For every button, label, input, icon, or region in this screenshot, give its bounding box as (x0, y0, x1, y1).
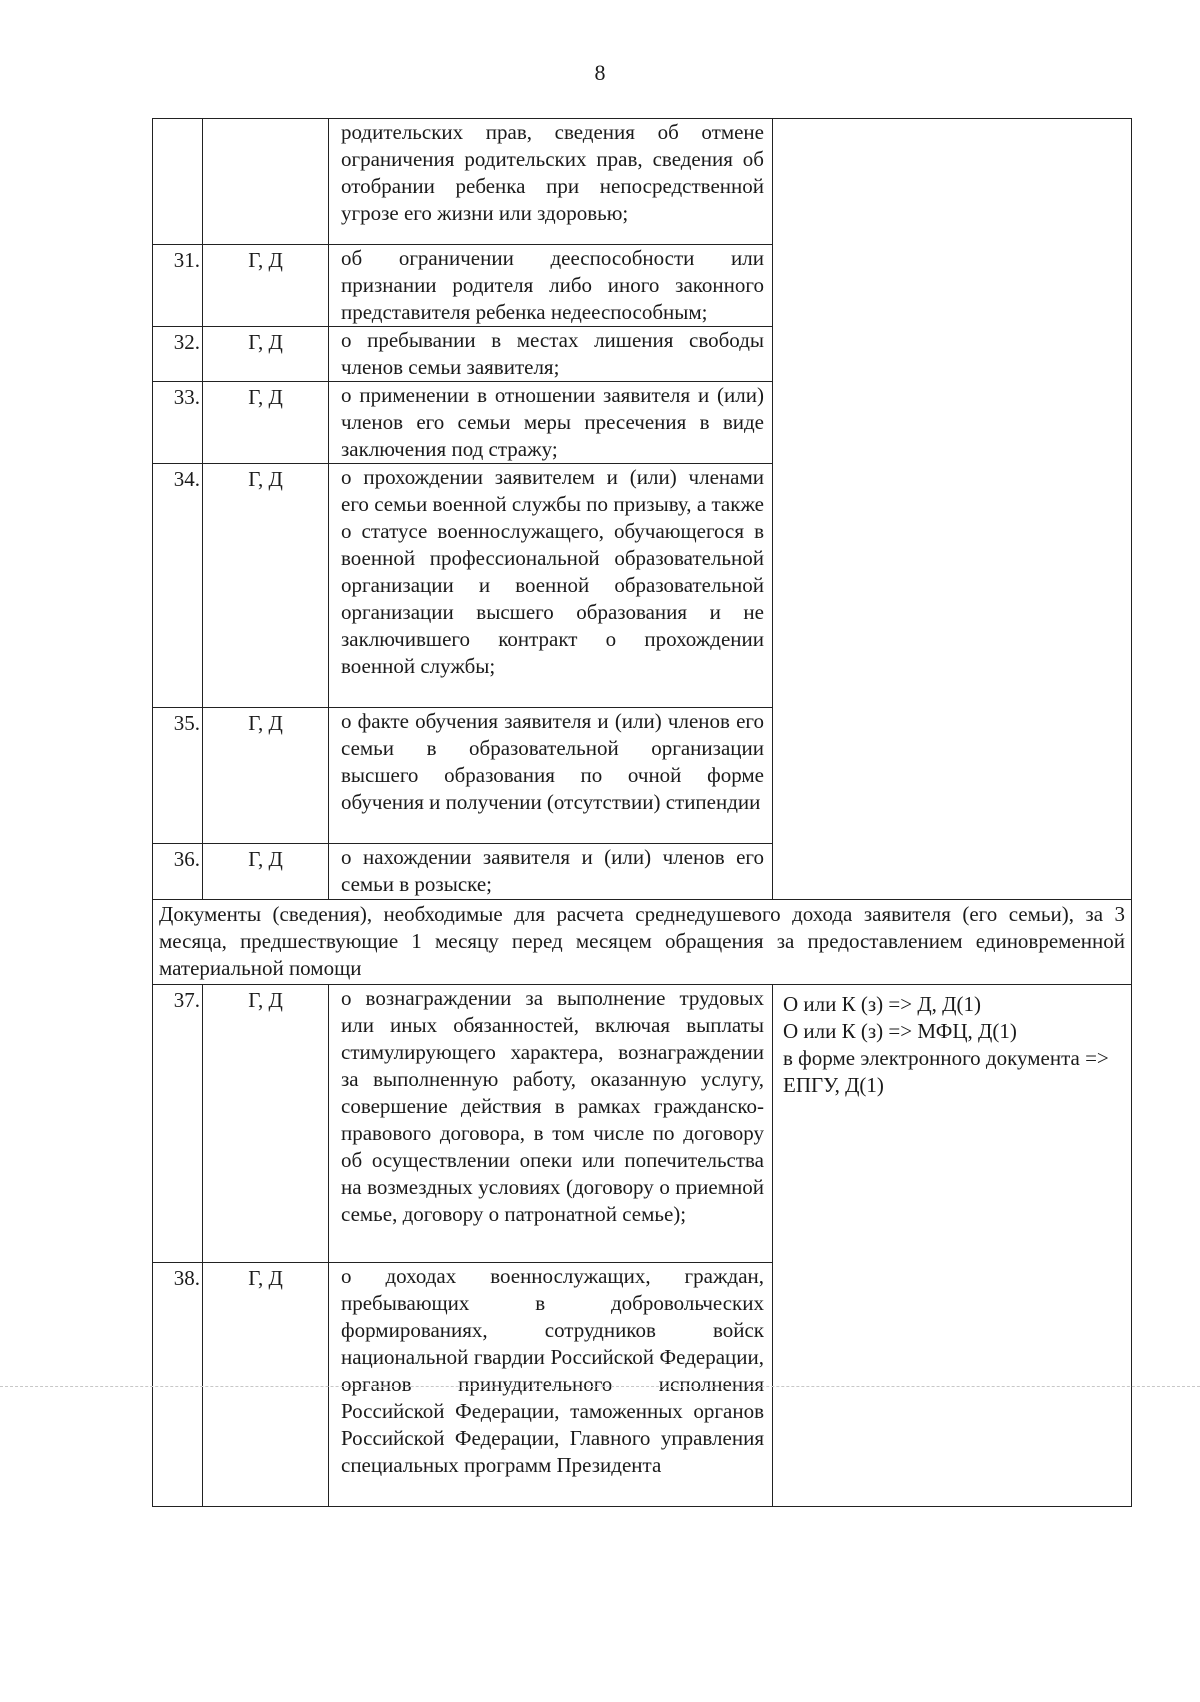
section-header: Документы (сведения), необходимые для расчета среднедушевого дохода заявителя (его семьи), за 3 месяца, предшествующие 1 месяцу перед месяцем обращения за предоставлением единовременной материальной помощи (153, 900, 1132, 985)
row-code: Г, Д (203, 382, 329, 464)
row-code: Г, Д (203, 1263, 329, 1507)
row-code: Г, Д (203, 844, 329, 900)
row-description: о вознаграждении за выполнение трудовых или иных обязанностей, включая выплаты стимулирующего характера, вознаграждении за выполненную работу, оказанную услугу, совершение действия в рамках гражданско-правового договора, в том числе по договору об осуществлении опеки или попечительства на возмездных условиях (договору о приемной семье, договору о патронатной семье); (329, 985, 773, 1263)
table-row (153, 119, 1132, 245)
submission-note-line: в форме электронного документа => ЕПГУ, Д(1) (783, 1046, 1109, 1097)
row-code: Г, Д (203, 985, 329, 1263)
row-description: о прохождении заявителем и (или) членами его семьи военной службы по призыву, а также о статусе военнослужащего, обучающегося в военной профессиональной образовательной организации и военной образовательной организации высшего образования и не заключившего контракт о прохождении военной службы; (329, 464, 773, 708)
row-code: Г, Д (203, 245, 329, 327)
documents-table (152, 118, 1132, 1507)
row-description: о применении в отношении заявителя и (или) членов его семьи меры пресечения в виде заключения под стражу; (329, 382, 773, 464)
row-description: о нахождении заявителя и (или) членов его семьи в розыске; (329, 844, 773, 900)
row-code: Г, Д (203, 327, 329, 382)
row-description: родительских прав, сведения об отмене ограничения родительских прав, сведения об отобрании ребенка при непосредственной угрозе его жизни или здоровью; (329, 119, 773, 245)
row-description: об ограничении дееспособности или признании родителя либо иного законного представителя ребенка недееспособным; (329, 245, 773, 327)
row-number: 33. (153, 382, 203, 464)
section-header-row (153, 900, 1132, 985)
row-number: 38. (153, 1263, 203, 1507)
row-number: 32. (153, 327, 203, 382)
row-description: о факте обучения заявителя и (или) членов его семьи в образовательной организации высшего образования по очной форме обучения и получении (отсутствии) стипендии (329, 708, 773, 844)
row-number: 31. (153, 245, 203, 327)
table-row (153, 985, 1132, 1263)
submission-notes (773, 985, 1132, 1507)
row-code: Г, Д (203, 464, 329, 708)
page-number: 8 (594, 60, 606, 85)
row-code (203, 119, 329, 245)
row-number: 35. (153, 708, 203, 844)
row-description: о доходах военнослужащих, граждан, пребывающих в добровольческих формированиях, сотрудников войск национальной гвардии Российской Федерации, органов принудительного исполнения Российской Федерации, таможенных органов Российской Федерации, Главного управления специальных программ Президента (329, 1263, 773, 1507)
row-number: 36. (153, 844, 203, 900)
row-number: 37. (153, 985, 203, 1263)
row-code: Г, Д (203, 708, 329, 844)
scan-artifact-line (0, 1386, 1200, 1387)
submission-note-line: О или К (з) => МФЦ, Д(1) (783, 1019, 1017, 1043)
row-description: о пребывании в местах лишения свободы членов семьи заявителя; (329, 327, 773, 382)
row-number: 34. (153, 464, 203, 708)
row-notes-empty (773, 119, 1132, 900)
submission-note-line: О или К (з) => Д, Д(1) (783, 992, 981, 1016)
row-number (153, 119, 203, 245)
